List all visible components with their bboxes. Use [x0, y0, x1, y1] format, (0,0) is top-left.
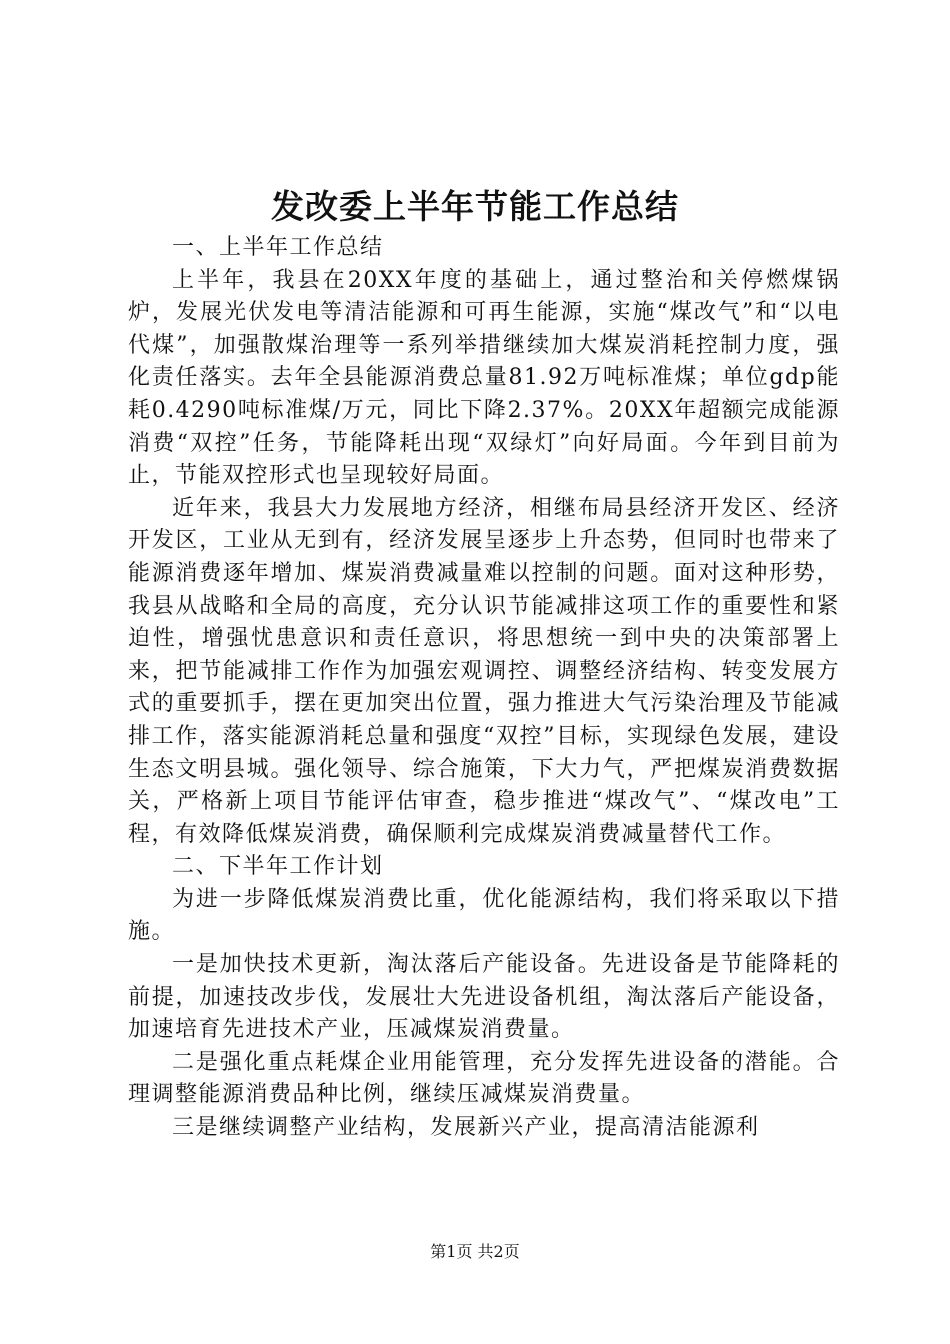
document-body	[128, 232, 840, 1145]
page-footer: 第1页 共2页	[430, 1242, 520, 1261]
section-heading-2: 二、下半年工作计划	[172, 854, 384, 880]
paragraph-measure-1: 一是加快技术更新，淘汰落后产能设备。先进设备是节能降耗的前提，加速技改步伐，发展壮大先进设备机组，淘汰落后产能设备，加速培育先进技术产业，压减煤炭消费量。	[128, 952, 840, 1043]
paragraph-measure-2: 二是强化重点耗煤企业用能管理，充分发挥先进设备的潜能。合理调整能源消费品种比例，继续压减煤炭消费量。	[128, 1049, 840, 1108]
section-heading-1: 一、上半年工作总结	[172, 235, 384, 260]
paragraph-measure-3: 三是继续调整产业结构，发展新兴产业，提高清洁能源利	[172, 1115, 760, 1141]
document-title: 发改委上半年节能工作总结	[271, 187, 679, 226]
paragraph-intro-measures: 为进一步降低煤炭消费比重，优化能源结构，我们将采取以下措施。	[128, 886, 840, 945]
paragraph-background: 近年来，我县大力发展地方经济，相继布局县经济开发区、经济开发区，工业从无到有，经济发展呈逐步上升态势，但同时也带来了能源消费逐年增加、煤炭消费减量难以控制的问题。面对这种形势，我县从战略和全局的高度，充分认识节能减排这项工作的重要性和紧迫性，增强忧患意识和责任意识，将思想统一到中央的决策部署上来，把节能减排工作作为加强宏观调控、调整经济结构、转变发展方式的重要抓手，摆在更加突出位置，强力推进大气污染治理及节能减排工作，落实能源消耗总量和强度“双控”目标，实现绿色发展，建设生态文明县城。强化领导、综合施策，下大力气，严把煤炭消费数据关，严格新上项目节能评估审查，稳步推进“煤改气”、“煤改电”工程，有效降低煤炭消费，确保顺利完成煤炭消费减量替代工作。	[128, 495, 840, 847]
paragraph-summary: 上半年，我县在20XX年度的基础上，通过整治和关停燃煤锅炉，发展光伏发电等清洁能源和可再生能源，实施“煤改气”和“以电代煤”，加强散煤治理等一系列举措继续加大煤炭消耗控制力度，强化责任落实。去年全县能源消费总量81.92万吨标准煤；单位gdp能耗0.4290吨标准煤/万元，同比下降2.37%。20XX年超额完成能源消费“双控”任务，节能降耗出现“双绿灯”向好局面。今年到目前为止，节能双控形式也呈现较好局面。	[128, 267, 840, 489]
